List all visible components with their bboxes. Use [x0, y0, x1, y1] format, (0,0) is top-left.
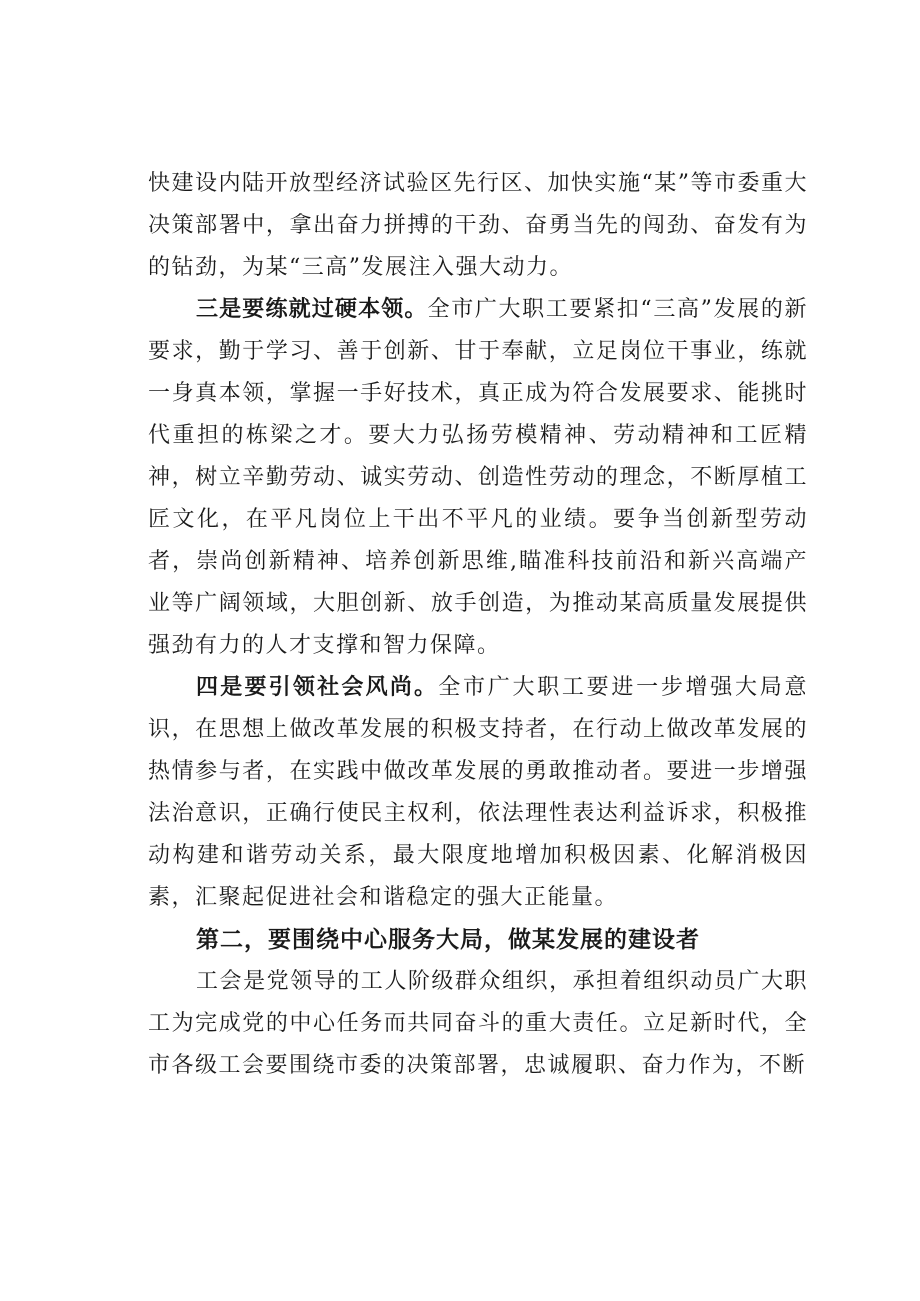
paragraph-lead: 三是要练就过硬本领。 [196, 297, 428, 322]
paragraph-continued [148, 163, 808, 289]
paragraph-lead: 四是要引领社会风尚。 [196, 675, 439, 700]
paragraph-text: 全市广大职工要进一步增强大局意识，在思想上做改革发展的积极支持者，在行动上做改革发展的热情参与者，在实践中做改革发展的勇敢推动者。要进一步增强法治意识，正确行使民主权利，依法理性表达利益诉求，积极推动构建和谐劳动关系，最大限度地增加积极因素、化解消极因素，汇聚起促进社会和谐稳定的强大正能量。 [148, 675, 808, 910]
paragraph-text: 全市广大职工要紧扣“三高”发展的新要求，勤于学习、善于创新、甘于奉献，立足岗位干事业，练就一身真本领，掌握一手好技术，真正成为符合发展要求、能挑时代重担的栋梁之才。要大力弘扬劳模精神、劳动精神和工匠精神，树立辛勤劳动、诚实劳动、创造性劳动的理念，不断厚植工匠文化，在平凡岗位上干出不平凡的业绩。要争当创新型劳动者，崇尚创新精神、培养创新思维,瞄准科技前沿和新兴高端产业等广阔领域，大胆创新、放手创造，为推动某高质量发展提供强劲有力的人才支撑和智力保障。 [148, 297, 808, 658]
paragraph-closing: 工会是党领导的工人阶级群众组织，承担着组织动员广大职工为完成党的中心任务而共同奋斗的重大责任。立足新时代，全市各级工会要围绕市委的决策部署，忠诚履职、奋力作为，不断 [148, 969, 808, 1078]
paragraph-point-three [148, 289, 808, 667]
document-body [148, 163, 808, 1087]
paragraph-point-four [148, 667, 808, 919]
section-heading: 第二，要围绕中心服务大局，做某发展的建设者 [196, 927, 700, 953]
paragraph-text: 快建设内陆开放型经济试验区先行区、加快实施“某”等市委重大决策部署中，拿出奋力拼搏的干劲、奋勇当先的闯劲、奋发有为的钻劲，为某“三高”发展注入强大动力。 [148, 171, 808, 280]
